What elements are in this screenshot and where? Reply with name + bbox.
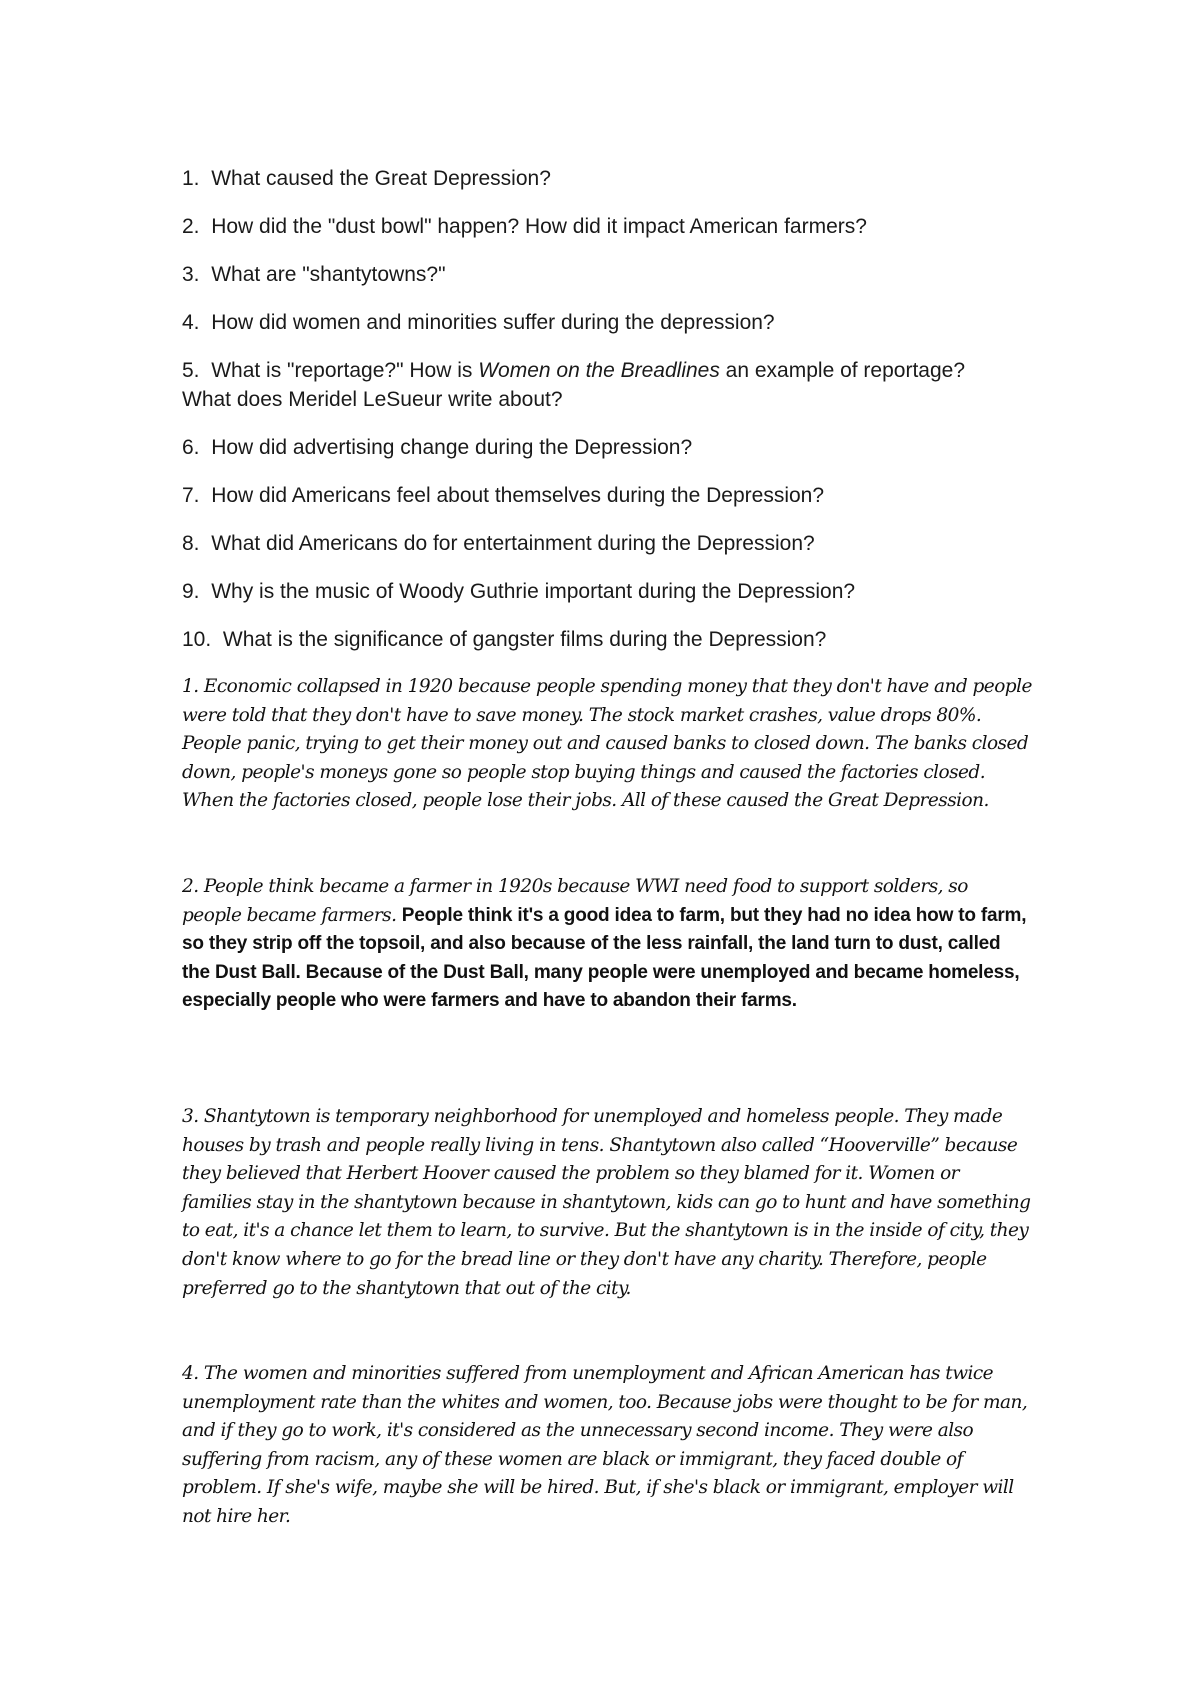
question-number: 2. [182, 215, 200, 238]
question-text: How did advertising change during the Depression? [211, 436, 693, 459]
question-5 [182, 356, 982, 414]
question-number: 1. [182, 167, 200, 190]
question-text: How did the "dust bowl" happen? How did it impact American farmers? [211, 215, 867, 238]
answer-2-italic-part: 2. People think became a farmer in 1920s because WWI need food to support solders, so people became farmers. [182, 876, 968, 926]
question-title-italic: Women on the Breadlines [478, 359, 720, 382]
question-9 [182, 577, 1022, 606]
question-number: 4. [182, 311, 200, 334]
question-number: 9. [182, 580, 200, 603]
question-text: How did women and minorities suffer during the depression? [211, 311, 775, 334]
question-text: an example of reportage? What does Meridel LeSueur write about? [182, 359, 966, 411]
question-text: What are "shantytowns?" [211, 263, 446, 286]
question-text: What caused the Great Depression? [211, 167, 551, 190]
question-number: 5. [182, 359, 200, 382]
answer-2 [182, 873, 1032, 1016]
question-text: What did Americans do for entertainment during the Depression? [211, 532, 815, 555]
question-text: Why is the music of Woody Guthrie important during the Depression? [211, 580, 856, 603]
question-number: 8. [182, 532, 200, 555]
question-2 [182, 212, 1022, 241]
answer-3: 3. Shantytown is temporary neighborhood for unemployed and homeless people. They made houses by trash and people really living in tens. Shantytown also called “Hooverville” because they believed that Herbert Hoover caused the problem so they blamed for it. Women or families stay in the shantytown because in shantytown, kids can go to hunt and have something to eat, it's a chance let them to learn, to survive. But the shantytown is in the inside of city, they don't know where to go for the bread line or they don't have any charity. Therefore, people preferred go to the shantytown that out of the city. [182, 1106, 1031, 1299]
question-text: How did Americans feel about themselves during the Depression? [211, 484, 825, 507]
question-number: 6. [182, 436, 200, 459]
question-number: 7. [182, 484, 200, 507]
answer-1: 1. Economic collapsed in 1920 because people spending money that they don't have and people were told that they don't have to save money. The stock market crashes, value drops 80%. People panic, trying to get their money out and caused banks to closed down. The banks closed down, people's moneys gone so people stop buying things and caused the factories closed. When the factories closed, people lose their jobs. All of these caused the Great Depression. [182, 676, 1032, 812]
question-1 [182, 164, 1022, 193]
question-7 [182, 481, 1022, 510]
question-4 [182, 308, 1022, 337]
question-number: 3. [182, 263, 200, 286]
question-6 [182, 433, 1022, 462]
question-3 [182, 260, 1022, 289]
answer-4: 4. The women and minorities suffered from unemployment and African American has twice unemployment rate than the whites and women, too. Because jobs were thought to be for man, and if they go to work, it's considered as the unnecessary second income. They were also suffering from racism, any of these women are black or immigrant, they faced double of problem. If she's wife, maybe she will be hired. But, if she's black or immigrant, employer will not hire her. [182, 1363, 1028, 1527]
question-number: 10. [182, 628, 212, 651]
question-8 [182, 529, 1022, 558]
question-text: What is "reportage?" How is [211, 359, 479, 382]
question-10 [182, 625, 1022, 654]
answer-2-bold-part: People think it's a good idea to farm, but they had no idea how to farm, so they strip off the topsoil, and also because of the less rainfall, the land turn to dust, called the Dust Ball. Because of the Dust Ball, many people were unemployed and became homeless, especially people who were farmers and have to abandon their farms. [182, 904, 1027, 1012]
question-text: What is the significance of gangster films during the Depression? [222, 628, 827, 651]
